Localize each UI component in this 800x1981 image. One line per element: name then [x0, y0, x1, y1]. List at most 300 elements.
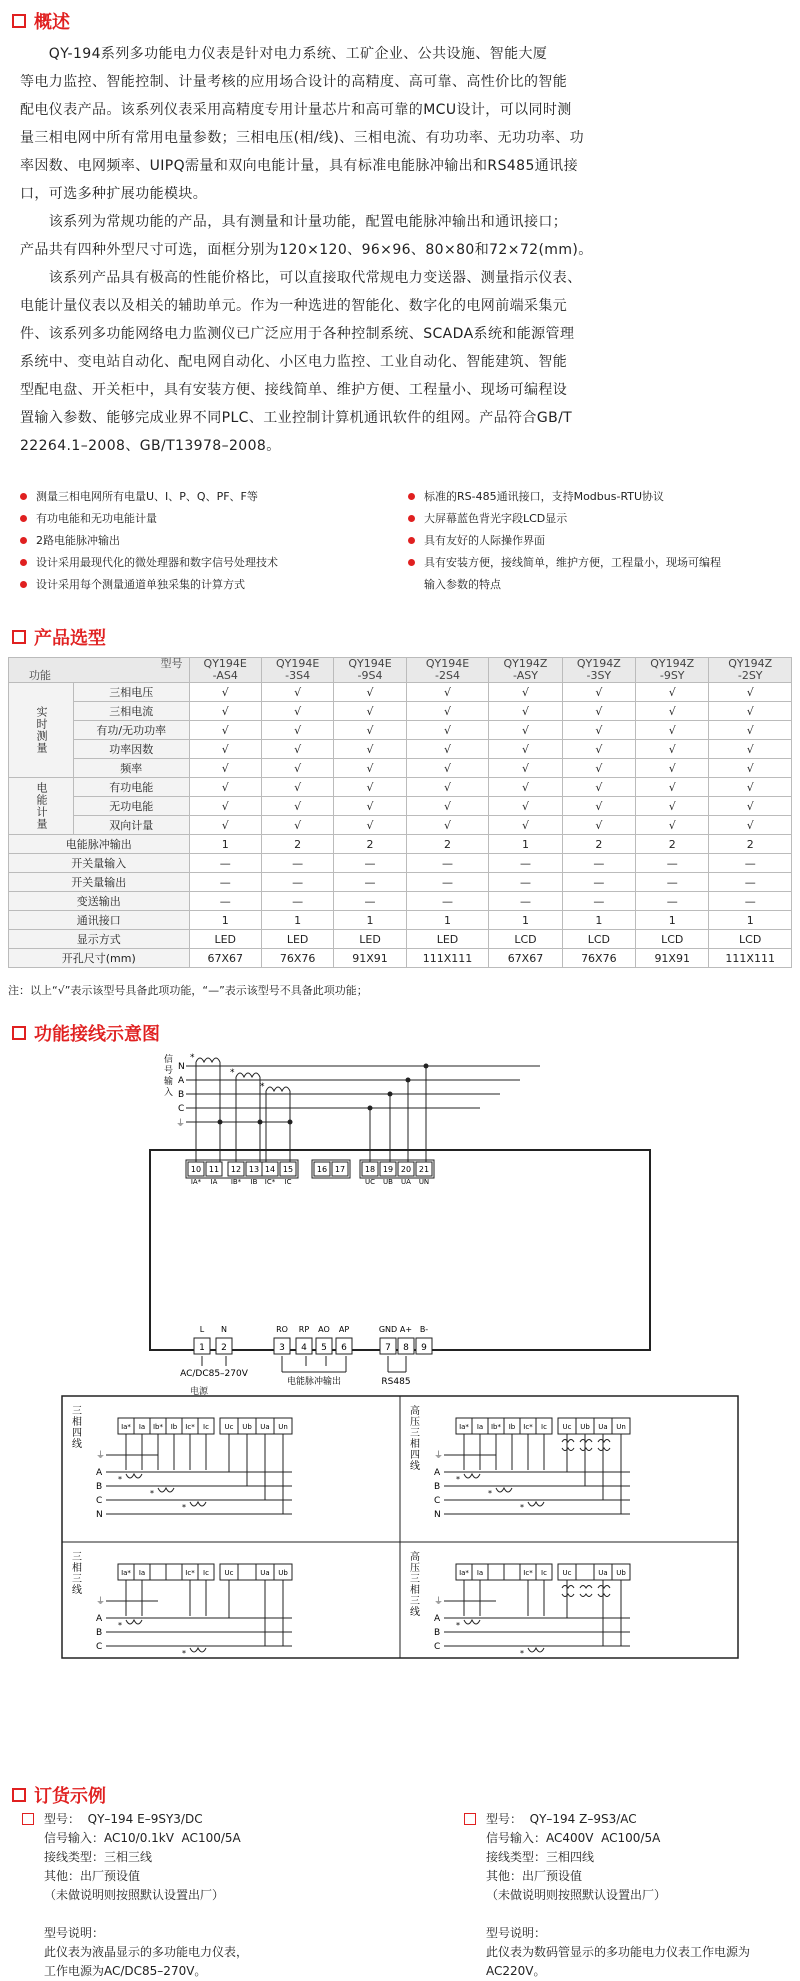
- terminal-number: 15: [282, 1165, 294, 1174]
- table-cell: √: [489, 816, 562, 835]
- wiring-scheme: [410, 1404, 630, 1520]
- table-cell: √: [562, 721, 635, 740]
- terminal-name: Uc: [224, 1423, 234, 1431]
- terminal-box: [504, 1564, 520, 1580]
- terminal-name: Ua: [260, 1569, 270, 1577]
- table-cell: LCD: [489, 930, 562, 949]
- table-cell: √: [636, 721, 709, 740]
- product-selection-table: [8, 657, 792, 968]
- ground-icon: ⏚: [176, 1119, 186, 1129]
- table-row: [9, 930, 792, 949]
- section-title: 产品选型: [34, 628, 106, 649]
- model-header: QY194E -3S4: [261, 658, 333, 683]
- line-label: A: [434, 1614, 441, 1624]
- row-label: 开关量输入: [9, 854, 190, 873]
- terminal-number: 21: [418, 1165, 430, 1174]
- ground-icon: ⏚: [434, 1597, 444, 1607]
- terminal-name: Un: [278, 1423, 288, 1431]
- order-line: （未做说明则按照默认设置出厂）: [44, 1888, 225, 1902]
- terminal-number: 1: [199, 1343, 205, 1353]
- terminal-number: 17: [334, 1165, 346, 1174]
- section-title: 功能接线示意图: [34, 1024, 160, 1045]
- terminal-name: Ia*: [459, 1569, 469, 1577]
- table-cell: √: [489, 683, 562, 702]
- terminal-name: Uc: [562, 1423, 572, 1431]
- table-cell: √: [406, 740, 489, 759]
- terminal-number: 4: [301, 1343, 307, 1353]
- order-line: 此仪表为液晶显示的多功能电力仪表，: [44, 1945, 249, 1959]
- terminal-box: [150, 1564, 166, 1580]
- order-line: 信号输入：AC10/0.1kV AC100/5A: [44, 1831, 241, 1845]
- ct-coil-icon: [126, 1620, 142, 1624]
- table-cell: LCD: [562, 930, 635, 949]
- model-header: QY194Z -ASY: [489, 658, 562, 683]
- table-corner-header: [9, 658, 190, 683]
- terminal-name: AP: [338, 1325, 350, 1334]
- section-marker-icon: [12, 1026, 26, 1040]
- pt-transformer-icon: [598, 1586, 610, 1597]
- line-label: A: [178, 1076, 185, 1086]
- scheme-title: 压: [410, 1563, 420, 1574]
- order-line: AC220V。: [486, 1964, 546, 1978]
- order-checkbox-icon: [464, 1813, 476, 1825]
- terminal-name: Ub: [616, 1569, 626, 1577]
- table-cell: √: [562, 740, 635, 759]
- overview-line: 该系列为常规功能的产品，具有测量和计量功能，配置电能脉冲输出和通讯接口；: [20, 214, 568, 230]
- order-line: 型号： QY–194 E–9SY3/DC: [44, 1812, 203, 1826]
- feature-text: 具有安装方便，接线简单，维护方便，工程量小，现场可编程: [424, 556, 721, 569]
- pt-transformer-icon: [562, 1586, 574, 1597]
- table-cell: √: [709, 683, 792, 702]
- table-cell: √: [189, 683, 261, 702]
- table-cell: √: [489, 702, 562, 721]
- section-marker-icon: [12, 14, 26, 28]
- feature-text: 具有友好的人际操作界面: [424, 534, 545, 547]
- terminal-name: Ia*: [121, 1423, 131, 1431]
- section-title: 概述: [34, 12, 70, 33]
- line-label: A: [96, 1614, 103, 1624]
- table-cell: √: [406, 721, 489, 740]
- table-cell: —: [489, 873, 562, 892]
- row-label: 开孔尺寸(mm): [9, 949, 190, 968]
- table-cell: √: [189, 702, 261, 721]
- scheme-title: 三: [72, 1574, 82, 1585]
- table-cell: √: [636, 797, 709, 816]
- table-cell: √: [334, 721, 406, 740]
- feature-item: [20, 574, 410, 596]
- table-cell: √: [709, 740, 792, 759]
- feature-text: 输入参数的特点: [424, 578, 501, 591]
- order-line: 此仪表为数码管显示的多功能电力仪表工作电源为: [486, 1945, 751, 1959]
- table-cell: 76X76: [261, 949, 333, 968]
- pulse-label: 电能脉冲输出: [286, 1377, 342, 1387]
- terminal-name: IA*: [190, 1178, 202, 1186]
- table-cell: √: [261, 759, 333, 778]
- table-cell: 2: [709, 835, 792, 854]
- signal-input-label: 输: [164, 1077, 174, 1087]
- overview-line: 配电仪表产品。该系列仪表采用高精度专用计量芯片和高可靠的MCU设计，可以同时测: [20, 102, 572, 118]
- line-label: N: [434, 1510, 441, 1520]
- bullet-icon: [408, 559, 415, 566]
- ct-coil-icon: [464, 1474, 480, 1478]
- selection-heading: [12, 624, 106, 650]
- table-cell: 2: [261, 835, 333, 854]
- terminal-number: 6: [341, 1343, 347, 1353]
- terminal-name: UC: [364, 1178, 376, 1186]
- overview-line: 电能计量仪表以及相关的辅助单元。作为一种选进的智能化、数字化的电网前端采集元: [20, 298, 568, 314]
- terminal-name: Ia*: [459, 1423, 469, 1431]
- order-line: （未做说明则按照默认设置出厂）: [486, 1888, 667, 1902]
- line-label: A: [96, 1468, 103, 1478]
- svg-text:*: *: [260, 1082, 265, 1092]
- terminal-number: 5: [321, 1343, 327, 1353]
- table-cell: —: [636, 873, 709, 892]
- row-label: 电能脉冲输出: [9, 835, 190, 854]
- table-cell: LED: [334, 930, 406, 949]
- table-row: [9, 949, 792, 968]
- terminal-name: L: [199, 1325, 205, 1334]
- row-label: 功率因数: [74, 740, 190, 759]
- table-cell: √: [489, 740, 562, 759]
- table-row: [9, 873, 792, 892]
- order-example-2: [486, 1810, 750, 1981]
- table-cell: √: [562, 778, 635, 797]
- row-label: 双向计量: [74, 816, 190, 835]
- row-label: 开关量输出: [9, 873, 190, 892]
- bullet-icon: [408, 493, 415, 500]
- table-cell: 91X91: [636, 949, 709, 968]
- table-cell: √: [406, 778, 489, 797]
- table-cell: √: [636, 816, 709, 835]
- table-cell: √: [334, 740, 406, 759]
- table-cell: 1: [406, 911, 489, 930]
- order-line: [44, 1905, 248, 1924]
- table-cell: —: [562, 854, 635, 873]
- table-cell: —: [489, 854, 562, 873]
- section-title: 订货示例: [34, 1786, 106, 1807]
- svg-text:*: *: [456, 1475, 460, 1484]
- ct-coil-icon: [496, 1488, 512, 1492]
- terminal-name: Ic*: [523, 1423, 533, 1431]
- table-cell: —: [636, 892, 709, 911]
- table-cell: √: [261, 778, 333, 797]
- line-label: B: [178, 1090, 185, 1100]
- signal-input-label: 号: [164, 1066, 174, 1076]
- line-label: C: [96, 1496, 103, 1506]
- table-cell: —: [334, 873, 406, 892]
- terminal-number: 11: [208, 1165, 220, 1174]
- table-cell: √: [406, 683, 489, 702]
- table-cell: √: [334, 683, 406, 702]
- terminal-name: Ic*: [185, 1423, 195, 1431]
- feature-list-left: [20, 486, 410, 596]
- scheme-title: 相: [410, 1585, 420, 1596]
- order-line: 型号： QY–194 Z–9S3/AC: [486, 1812, 637, 1826]
- line-label: N: [178, 1062, 185, 1072]
- terminal-number: 18: [364, 1165, 376, 1174]
- table-cell: —: [189, 873, 261, 892]
- scheme-title: 三: [72, 1552, 82, 1563]
- terminal-name: Ic*: [523, 1569, 533, 1577]
- overview-heading: [12, 8, 70, 34]
- terminal-name: Ub: [278, 1569, 288, 1577]
- table-cell: √: [334, 778, 406, 797]
- terminal-name: AO: [318, 1325, 330, 1334]
- terminal-number: 12: [230, 1165, 242, 1174]
- scheme-title: 高: [410, 1552, 420, 1563]
- table-cell: 91X91: [334, 949, 406, 968]
- table-cell: √: [189, 740, 261, 759]
- terminal-wiring-diagram: [150, 1050, 650, 1387]
- svg-text:*: *: [488, 1489, 492, 1498]
- table-cell: √: [189, 778, 261, 797]
- table-row: [9, 683, 792, 702]
- table-cell: √: [334, 759, 406, 778]
- terminal-name: GND: [378, 1325, 398, 1334]
- svg-text:*: *: [520, 1649, 524, 1658]
- table-row: [9, 702, 792, 721]
- table-row: [9, 892, 792, 911]
- table-cell: 2: [334, 835, 406, 854]
- terminal-name: IB: [250, 1178, 258, 1186]
- table-cell: 1: [489, 911, 562, 930]
- wiring-heading: [12, 1020, 160, 1046]
- feature-text: 标准的RS-485通讯接口，支持Modbus-RTU协议: [424, 490, 665, 503]
- table-cell: 67X67: [189, 949, 261, 968]
- terminal-box: [488, 1564, 504, 1580]
- table-cell: √: [261, 816, 333, 835]
- terminal-box: [238, 1564, 256, 1580]
- table-cell: √: [334, 797, 406, 816]
- feature-text: 设计采用每个测量通道单独采集的计算方式: [36, 578, 245, 591]
- terminal-name: RP: [298, 1325, 310, 1334]
- terminal-number: 10: [190, 1165, 202, 1174]
- svg-text:*: *: [456, 1621, 460, 1630]
- table-cell: √: [489, 759, 562, 778]
- order-example-1: [44, 1810, 248, 1981]
- table-row: [9, 816, 792, 835]
- feature-item: [20, 552, 410, 574]
- table-cell: 2: [406, 835, 489, 854]
- table-cell: √: [709, 721, 792, 740]
- terminal-number: 20: [400, 1165, 412, 1174]
- table-cell: 67X67: [489, 949, 562, 968]
- scheme-title: 三: [410, 1596, 420, 1607]
- row-label: 有功/无功功率: [74, 721, 190, 740]
- terminal-name: Ic*: [185, 1569, 195, 1577]
- terminal-name: Ib*: [490, 1423, 502, 1431]
- terminal-name: UB: [383, 1178, 393, 1186]
- terminal-name: Ic: [541, 1423, 547, 1431]
- terminal-name: IC: [284, 1178, 292, 1186]
- feature-item: [408, 552, 788, 574]
- ground-icon: ⏚: [96, 1597, 106, 1607]
- table-cell: √: [189, 759, 261, 778]
- table-cell: √: [261, 740, 333, 759]
- overview-line: 系统中、变电站自动化、配电网自动化、小区电力监控、工业自动化、智能建筑、智能: [20, 354, 568, 370]
- corner-bottom-label: 功能: [29, 669, 51, 682]
- row-label: 显示方式: [9, 930, 190, 949]
- table-cell: 111X111: [709, 949, 792, 968]
- table-cell: —: [334, 854, 406, 873]
- table-cell: √: [489, 797, 562, 816]
- terminal-name: UA: [401, 1178, 411, 1186]
- scheme-title: 相: [410, 1439, 420, 1450]
- order-line: 型号说明：: [44, 1926, 105, 1940]
- bullet-icon: [20, 493, 27, 500]
- terminal-box: [576, 1564, 594, 1580]
- table-cell: √: [261, 702, 333, 721]
- overview-line: 22264.1–2008、GB/T13978–2008。: [20, 438, 281, 454]
- table-cell: √: [189, 797, 261, 816]
- table-cell: 76X76: [562, 949, 635, 968]
- table-cell: √: [406, 797, 489, 816]
- terminal-number: 13: [248, 1165, 260, 1174]
- table-cell: √: [406, 816, 489, 835]
- table-cell: √: [189, 721, 261, 740]
- feature-item: [20, 530, 410, 552]
- terminal-name: UN: [418, 1178, 430, 1186]
- table-cell: √: [636, 702, 709, 721]
- table-cell: LCD: [709, 930, 792, 949]
- terminal-name: Ia: [138, 1423, 146, 1431]
- table-row: [9, 740, 792, 759]
- overview-line: 产品共有四种外型尺寸可选，面框分别为120×120、96×96、80×80和72×72(mm)。: [20, 242, 593, 258]
- terminal-number: 8: [403, 1343, 409, 1353]
- scheme-title: 线: [72, 1585, 82, 1596]
- feature-item: [408, 574, 788, 596]
- terminal-name: Ua: [260, 1423, 270, 1431]
- terminal-name: B-: [419, 1325, 429, 1334]
- overview-line: QY-194系列多功能电力仪表是针对电力系统、工矿企业、公共设施、智能大厦: [20, 46, 548, 62]
- overview-line: 率因数、电网频率、UIPQ需量和双向电能计量，具有标准电能脉冲输出和RS485通讯接: [20, 158, 578, 174]
- ct-coil-icon: [464, 1620, 480, 1624]
- bullet-icon: [20, 537, 27, 544]
- row-label: 三相电压: [74, 683, 190, 702]
- terminal-name: Ib*: [152, 1423, 164, 1431]
- ct-coil-icon: [158, 1488, 174, 1492]
- table-cell: 111X111: [406, 949, 489, 968]
- scheme-title: 三: [410, 1428, 420, 1439]
- table-cell: √: [636, 778, 709, 797]
- terminal-number: 16: [316, 1165, 328, 1174]
- table-cell: 1: [709, 911, 792, 930]
- wiring-scheme: [72, 1551, 292, 1658]
- terminal-box: [166, 1564, 182, 1580]
- table-cell: √: [261, 797, 333, 816]
- model-header: QY194E -9S4: [334, 658, 406, 683]
- feature-item: [408, 530, 788, 552]
- order-line: 工作电源为AC/DC85–270V。: [44, 1964, 207, 1978]
- pt-transformer-icon: [580, 1586, 592, 1597]
- model-header: QY194Z -9SY: [636, 658, 709, 683]
- overview-line: 该系列产品具有极高的性能价格比，可以直接取代常规电力变送器、测量指示仪表、: [20, 270, 582, 286]
- bullet-icon: [408, 537, 415, 544]
- terminal-name: Uc: [224, 1569, 234, 1577]
- ct-coil-icon: [190, 1502, 206, 1506]
- row-label: 有功电能: [74, 778, 190, 797]
- terminal-name: IB*: [230, 1178, 242, 1186]
- scheme-title: 高: [410, 1406, 420, 1417]
- table-cell: —: [709, 892, 792, 911]
- terminal-name: N: [221, 1325, 227, 1334]
- power-label: 电源: [190, 1387, 209, 1397]
- svg-text:*: *: [182, 1503, 186, 1512]
- terminal-name: Ia: [138, 1569, 146, 1577]
- terminal-number: 19: [382, 1165, 394, 1174]
- wiring-scheme: [410, 1550, 630, 1658]
- pt-transformer-icon: [562, 1440, 574, 1451]
- overview-line: 置输入参数、能够完成业界不同PLC、工业控制计算机通讯软件的组网。产品符合GB/T: [20, 410, 573, 426]
- table-cell: —: [261, 892, 333, 911]
- table-cell: √: [709, 778, 792, 797]
- overview-line: 量三相电网中所有常用电量参数；三相电压(相/线)、三相电流、有功功率、无功功率、功: [20, 130, 585, 146]
- table-cell: √: [562, 702, 635, 721]
- table-cell: 1: [334, 911, 406, 930]
- line-label: B: [96, 1482, 103, 1492]
- order-line: 型号说明：: [486, 1926, 547, 1940]
- order-line: [486, 1905, 750, 1924]
- row-label: 三相电流: [74, 702, 190, 721]
- table-cell: —: [709, 854, 792, 873]
- ct-coil-icon: [528, 1502, 544, 1506]
- terminal-name: Ia: [476, 1423, 484, 1431]
- terminal-name: Uc: [562, 1569, 572, 1577]
- svg-text:*: *: [150, 1489, 154, 1498]
- table-cell: √: [334, 816, 406, 835]
- line-label: N: [96, 1510, 103, 1520]
- terminal-name: IC*: [264, 1178, 276, 1186]
- feature-list-right: [408, 486, 788, 596]
- bullet-icon: [20, 559, 27, 566]
- terminal-name: Ib: [170, 1423, 178, 1431]
- scheme-title: 线: [410, 1607, 420, 1618]
- terminal-number: 14: [264, 1165, 276, 1174]
- order-line: 其他：出厂预设值: [44, 1869, 141, 1883]
- table-cell: √: [709, 702, 792, 721]
- ct-coil-icon: [528, 1648, 544, 1652]
- overview-line: 件、该系列多功能网络电力监测仪已广泛应用于各种控制系统、SCADA系统和能源管理: [20, 326, 575, 342]
- scheme-title: 线: [72, 1439, 82, 1450]
- table-note: 注：以上“√”表示该型号具备此项功能，“—”表示该型号不具备此项功能；: [8, 984, 368, 997]
- svg-text:*: *: [230, 1068, 235, 1078]
- table-cell: 1: [189, 835, 261, 854]
- table-cell: 1: [489, 835, 562, 854]
- bullet-icon: [20, 581, 27, 588]
- order-line: 接线类型：三相三线: [44, 1850, 153, 1864]
- ground-icon: ⏚: [96, 1451, 106, 1461]
- table-cell: —: [562, 873, 635, 892]
- scheme-title: 相: [72, 1417, 82, 1428]
- feature-text: 大屏幕蓝色背光字段LCD显示: [424, 512, 568, 525]
- svg-text:*: *: [118, 1475, 122, 1484]
- overview-line: 型配电盘、开关柜中，具有安装方便、接线简单、维护方便、工程量小、现场可编程设: [20, 382, 568, 398]
- table-cell: —: [406, 873, 489, 892]
- table-cell: √: [636, 740, 709, 759]
- row-label: 频率: [74, 759, 190, 778]
- row-label: 变送输出: [9, 892, 190, 911]
- svg-text:*: *: [190, 1053, 195, 1063]
- table-cell: —: [709, 873, 792, 892]
- feature-item: [20, 486, 410, 508]
- table-cell: √: [562, 797, 635, 816]
- model-header: QY194Z -2SY: [709, 658, 792, 683]
- line-label: B: [96, 1628, 103, 1638]
- overview-line: 口，可选多种扩展功能模块。: [20, 186, 208, 202]
- table-cell: √: [636, 759, 709, 778]
- feature-text: 有功电能和无功电能计量: [36, 512, 157, 525]
- terminal-number: 7: [385, 1343, 391, 1353]
